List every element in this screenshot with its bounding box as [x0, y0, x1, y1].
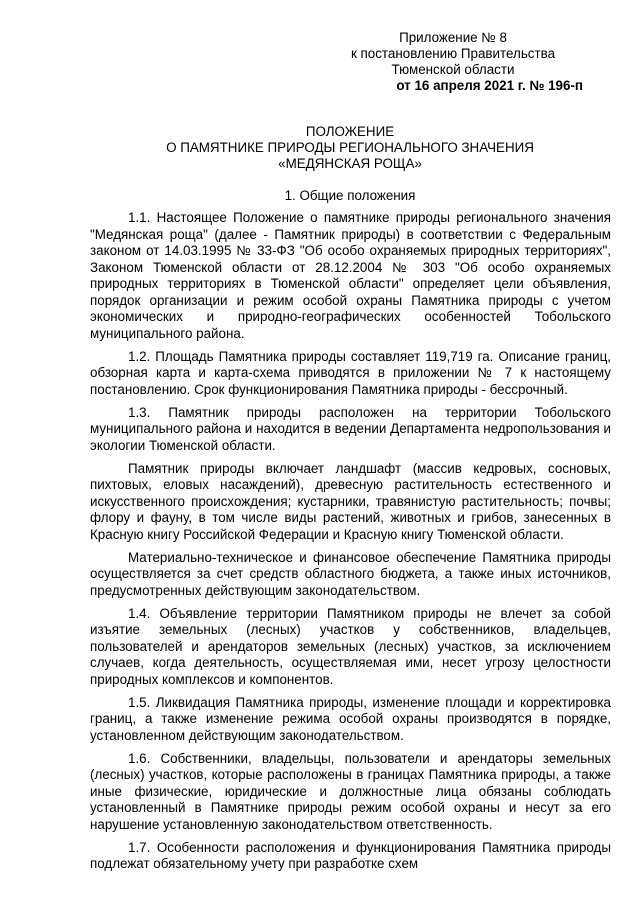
paragraph-1-1: 1.1. Настоящее Положение о памятнике природы регионального значения "Медянская роща" (далее - Памятник природы) в соответствии с Федеральным законом от 14.03.1995 № 33-ФЗ "Об особо охраняемых природных территориях", Законом Тюменской области от 28.12.2004 № 303 "Об особо охраняемых природных территориях в Тюменской области" определяет цели объявления, порядок организации и режим особой охраны Памятника природы с учетом экономических и природно-географических особенностей Тобольского муниципального района. — [90, 210, 611, 341]
paragraph-composition: Памятник природы включает ландшафт (массив кедровых, сосновых, пихтовых, еловых насаждений), древесную растительность естественного и искусственного происхождения; кустарники, травянистую растительность; почвы; флору и фауну, в том числе виды растений, животных и грибов, занесенных в Красную книгу Российской Федерации и Красную книгу Тюменской области. — [90, 460, 611, 542]
appendix-resolution-ref: к постановлению Правительства — [350, 46, 556, 61]
appendix-header — [323, 30, 583, 94]
section-heading: 1. Общие положения — [284, 188, 416, 203]
appendix-number: Приложение № 8 — [399, 30, 507, 45]
paragraph-1-5: 1.5. Ликвидация Памятника природы, изменение площади и корректировка границ, а также изменение режима особой охраны производятся в порядке, установленном действующим законодательством. — [90, 694, 611, 743]
paragraph-1-6: 1.6. Собственники, владельцы, пользователи и арендаторы земельных (лесных) участков, которые расположены в границах Памятника природы, а также иные физические, юридические и должностные лица обязаны соблюдать установленный в Памятнике природы режим особой охраны и несут за его нарушение установленную законодательством ответственность. — [90, 750, 611, 832]
paragraph-1-4: 1.4. Объявление территории Памятником природы не влечет за собой изъятие земельных (лесных) участков у собственников, владельцев, пользователей и арендаторов земельных (лесных) участков, за исключением случаев, когда деятельность, осуществляемая ими, несет угрозу целостности природных комплексов и компонентов. — [90, 605, 611, 687]
appendix-date-number: от 16 апреля 2021 г. № 196-п — [396, 78, 583, 93]
paragraph-1-2: 1.2. Площадь Памятника природы составляет 119,719 га. Описание границ, обзорная карта и карта-схема приводятся в приложении № 7 к настоящему постановлению. Срок функционирования Памятника природы - бессрочный. — [90, 348, 611, 397]
appendix-government: Тюменской области — [391, 62, 515, 77]
paragraph-1-7: 1.7. Особенности расположения и функционирования Памятника природы подлежат обязательному учету при разработке схем — [90, 839, 611, 871]
paragraph-1-3: 1.3. Памятник природы расположен на территории Тобольского муниципального района и находится в ведении Департамента недропользования и экологии Тюменской области. — [90, 404, 611, 453]
document-title — [90, 124, 610, 172]
title-line-3: «МЕДЯНСКАЯ РОЩА» — [278, 156, 422, 171]
title-line-1: ПОЛОЖЕНИЕ — [305, 124, 395, 139]
document-body — [90, 210, 611, 879]
title-line-2: О ПАМЯТНИКЕ ПРИРОДЫ РЕГИОНАЛЬНОГО ЗНАЧЕНИЯ — [166, 140, 534, 155]
paragraph-funding: Материально-техническое и финансовое обеспечение Памятника природы осуществляется за счет средств областного бюджета, а также иных источников, предусмотренных действующим законодательством. — [90, 549, 611, 598]
